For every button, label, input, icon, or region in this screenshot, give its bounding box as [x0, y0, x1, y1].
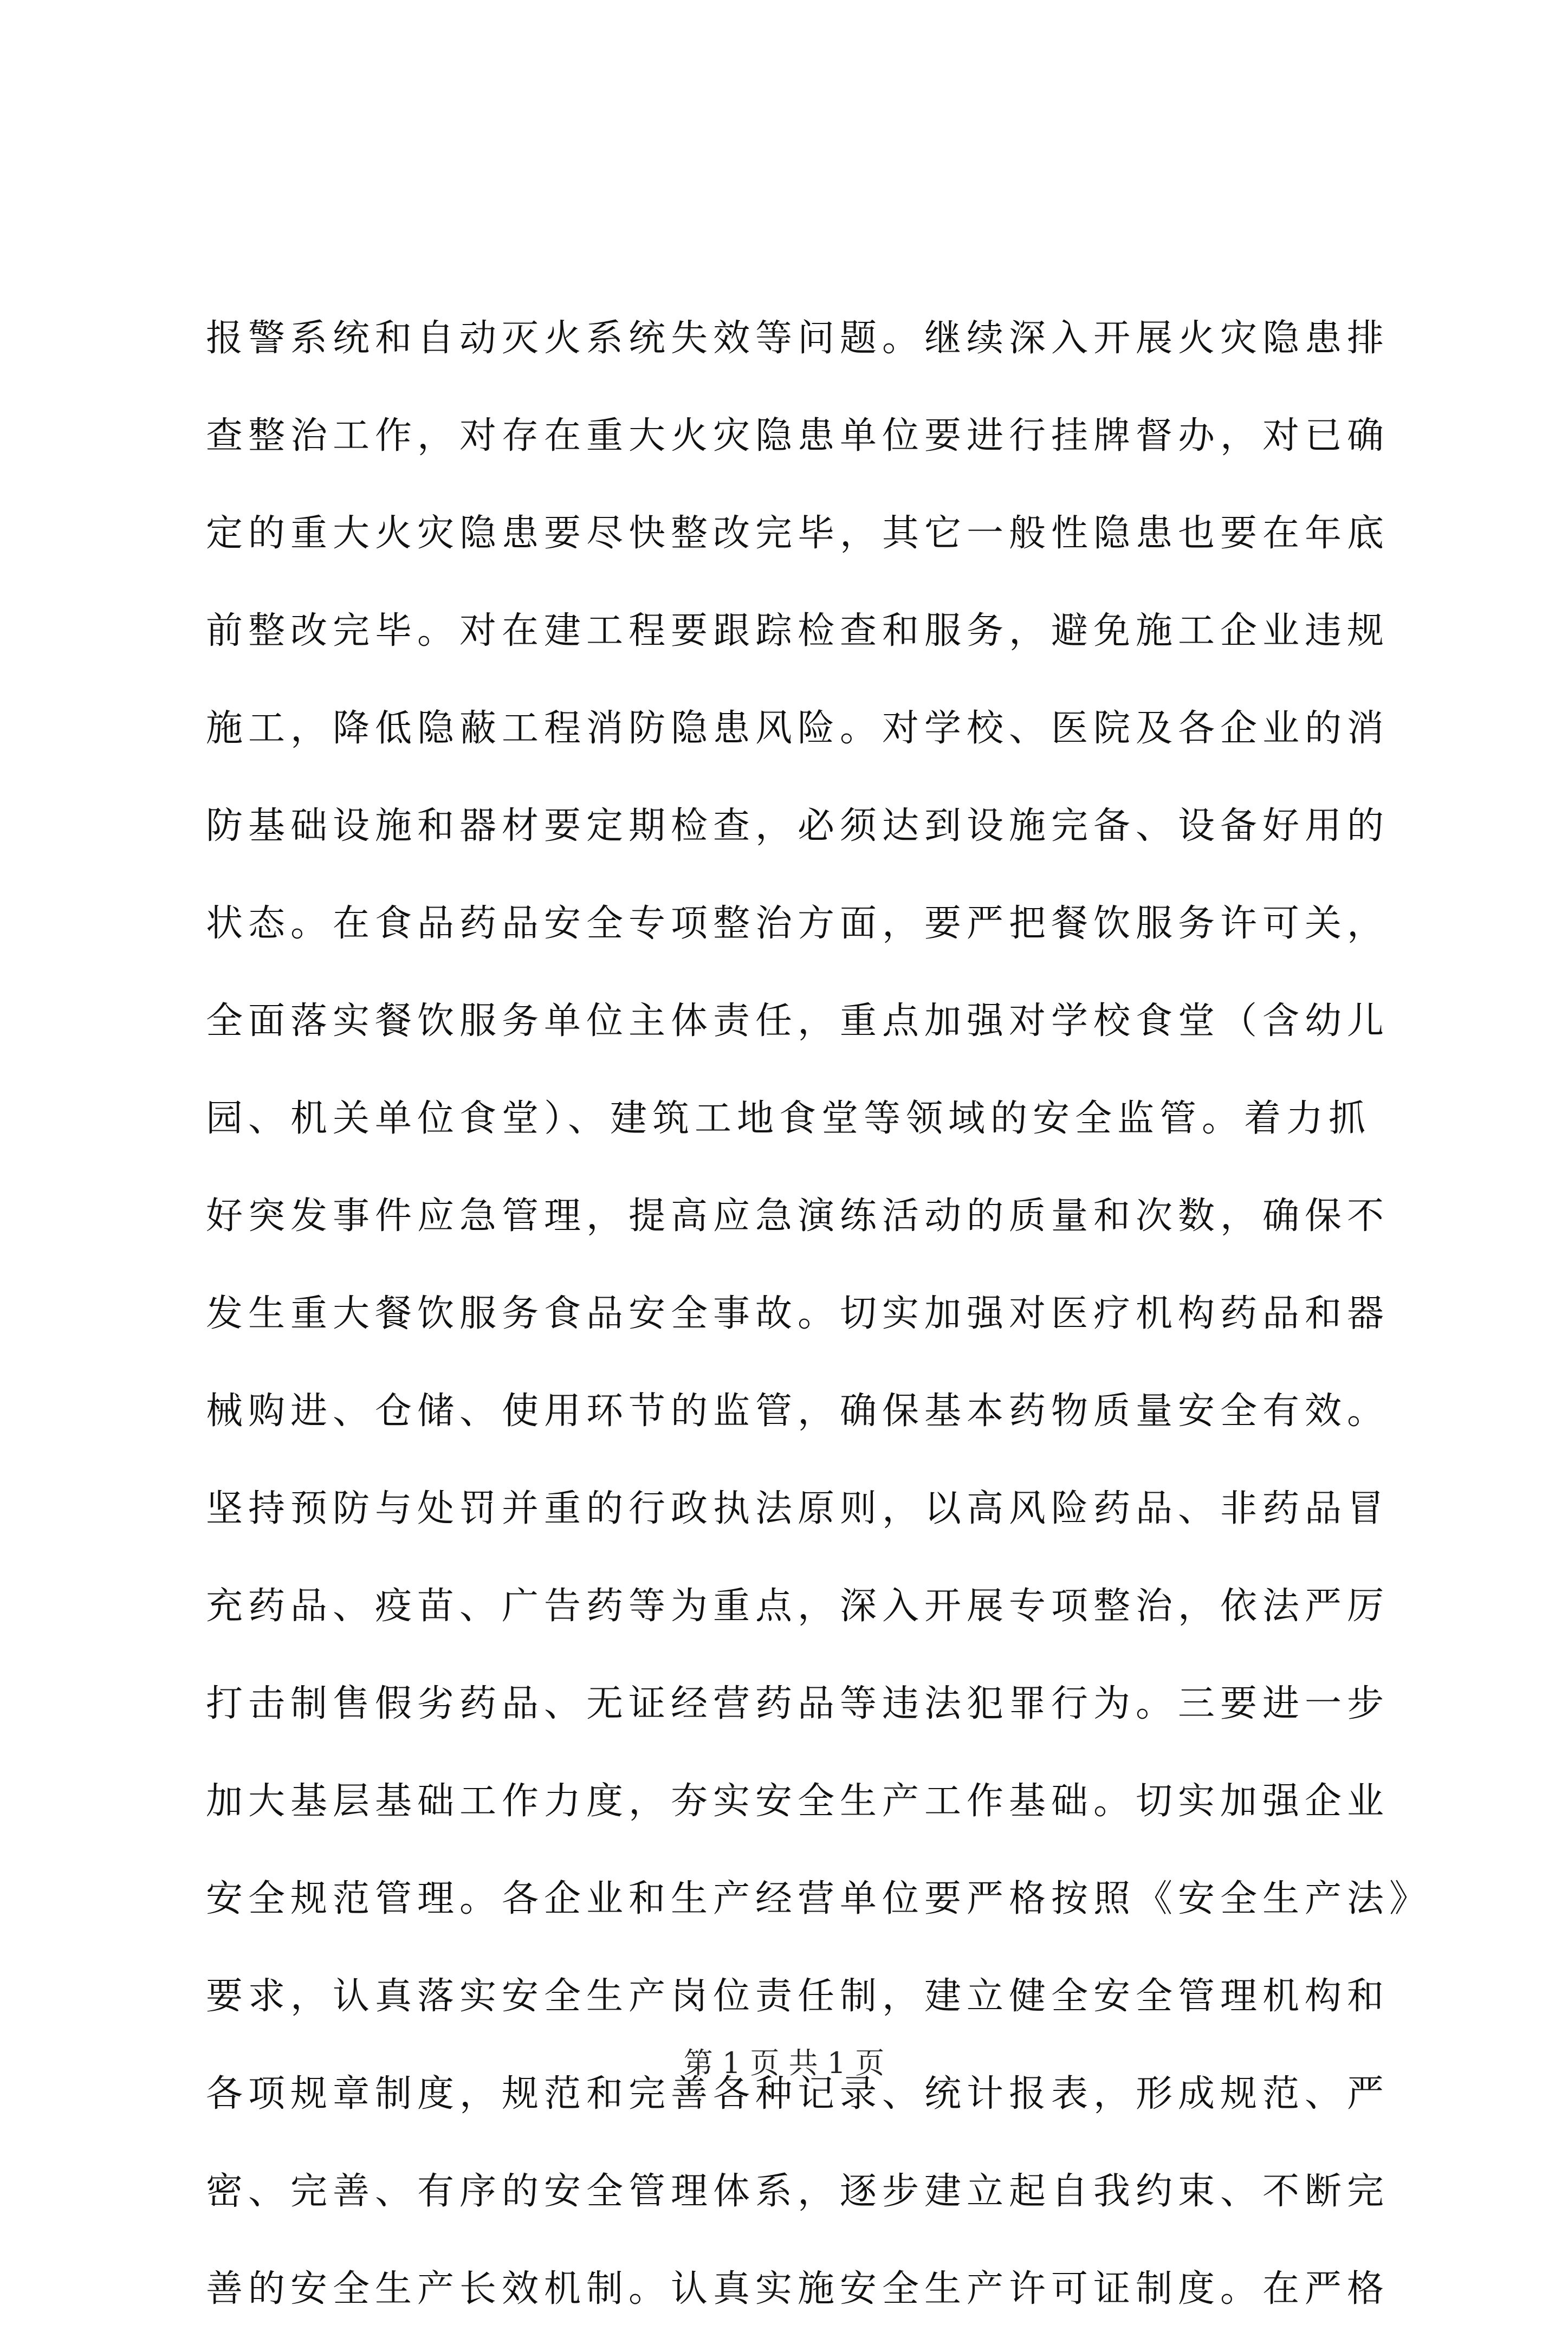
- text-line: 定的重大火灾隐患要尽快整改完毕，其它一般性隐患也要在年底: [206, 512, 1390, 555]
- page-footer: [0, 2044, 1568, 2083]
- text-line: 各项规章制度，规范和完善各种记录、统计报表，形成规范、严: [206, 2073, 1390, 2115]
- text-line: 坚持预防与处罚并重的行政执法原则，以高风险药品、非药品冒: [206, 1487, 1390, 1530]
- text-line: 善的安全生产长效机制。认真实施安全生产许可证制度。在严格: [206, 2268, 1390, 2310]
- text-line: 全面落实餐饮服务单位主体责任，重点加强对学校食堂（含幼儿: [206, 1000, 1390, 1042]
- text-line: 防基础设施和器材要定期检查，必须达到设施完备、设备好用的: [206, 805, 1390, 847]
- text-line: 状态。在食品药品安全专项整治方面，要严把餐饮服务许可关，: [206, 902, 1390, 945]
- text-line: 加大基层基础工作力度，夯实安全生产工作基础。切实加强企业: [206, 1780, 1390, 1823]
- body-text: [206, 290, 1432, 2338]
- text-line: 施工，降低隐蔽工程消防隐患风险。对学校、医院及各企业的消: [206, 707, 1390, 750]
- text-line: 好突发事件应急管理，提高应急演练活动的质量和次数，确保不: [206, 1195, 1390, 1238]
- text-line: 要求，认真落实安全生产岗位责任制，建立健全安全管理机构和: [206, 1975, 1390, 2018]
- text-line: 充药品、疫苗、广告药等为重点，深入开展专项整治，依法严厉: [206, 1585, 1390, 1628]
- text-line: 园、机关单位食堂）、建筑工地食堂等领域的安全监管。着力抓: [206, 1097, 1371, 1140]
- page-number-label: 第 1 页 共 1 页: [683, 2046, 885, 2080]
- text-line: 发生重大餐饮服务食品安全事故。切实加强对医疗机构药品和器: [206, 1292, 1390, 1335]
- text-line: 密、完善、有序的安全管理体系，逐步建立起自我约束、不断完: [206, 2170, 1390, 2213]
- text-line: 安全规范管理。各企业和生产经营单位要严格按照《安全生产法》: [206, 1877, 1432, 1920]
- text-line: 查整治工作，对存在重大火灾隐患单位要进行挂牌督办，对已确: [206, 415, 1390, 457]
- text-line: 报警系统和自动灭火系统失效等问题。继续深入开展火灾隐患排: [206, 317, 1390, 360]
- text-line: 前整改完毕。对在建工程要跟踪检查和服务，避免施工企业违规: [206, 610, 1390, 652]
- text-line: 打击制售假劣药品、无证经营药品等违法犯罪行为。三要进一步: [206, 1682, 1390, 1725]
- text-line: 械购进、仓储、使用环节的监管，确保基本药物质量安全有效。: [206, 1390, 1390, 1433]
